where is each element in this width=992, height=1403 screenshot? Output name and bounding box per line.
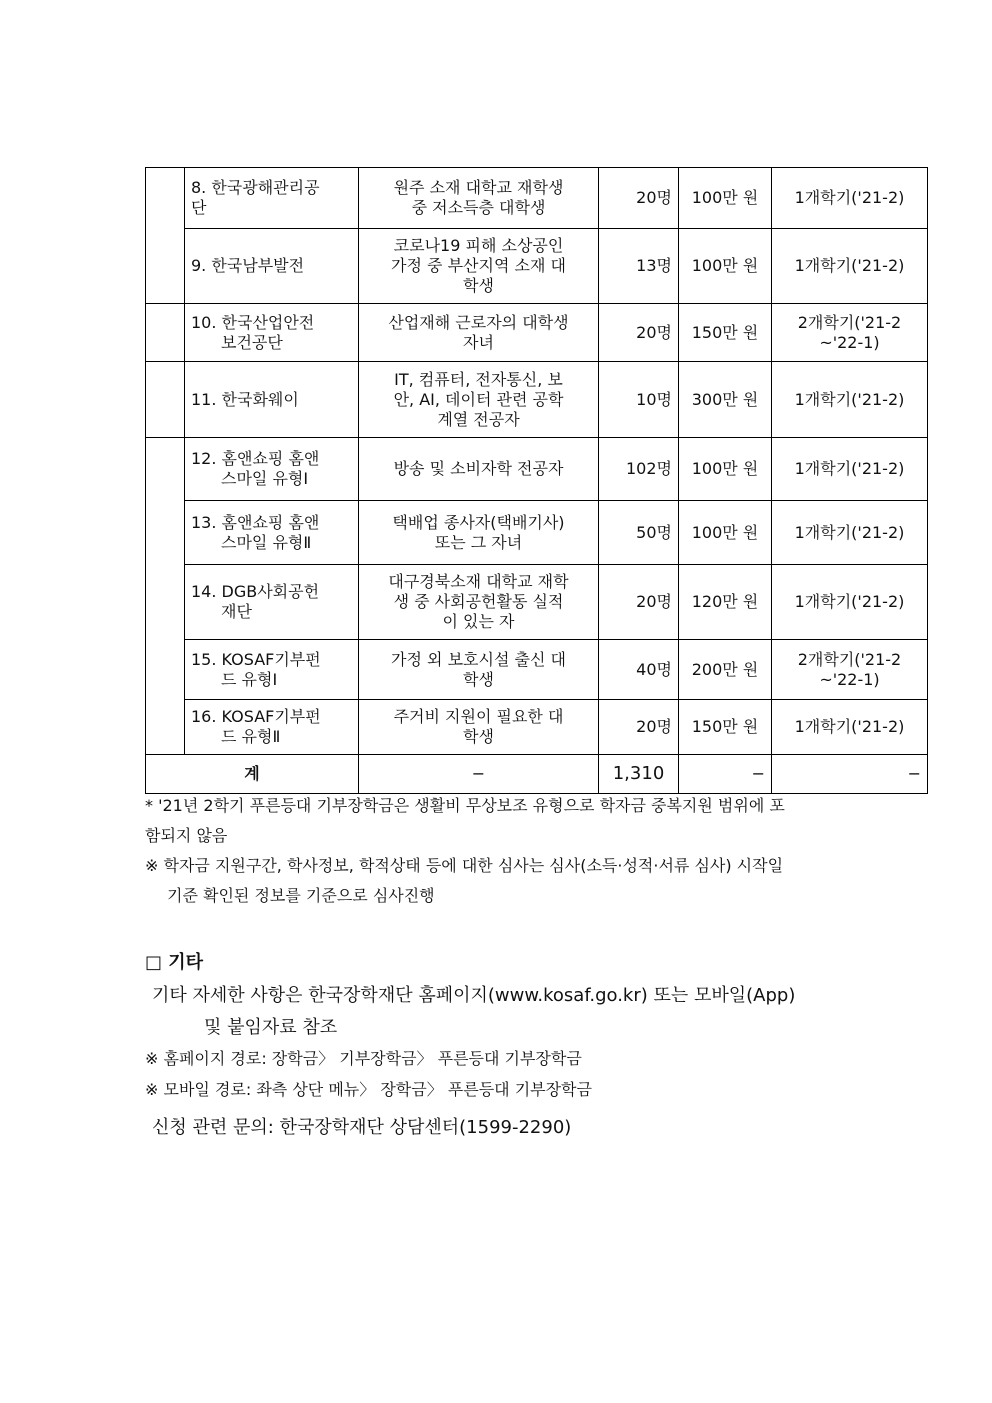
total-amount: − bbox=[679, 755, 772, 794]
table-row bbox=[146, 229, 928, 304]
note-star-line1: * '21년 2학기 푸른등대 기부장학금은 생활비 무상보조 유형으로 학자금 중복지원 범위에 포 bbox=[145, 796, 785, 815]
table-row bbox=[146, 565, 928, 640]
term-cell: 1개학기('21-2) bbox=[772, 168, 928, 229]
table-row bbox=[146, 640, 928, 700]
term-cell: 2개학기('21-2 ~'22-1) bbox=[772, 304, 928, 362]
path-mobile: ※ 모바일 경로: 좌측 상단 메뉴〉 장학금〉 푸른등대 기부장학금 bbox=[145, 1080, 592, 1099]
term-cell: 1개학기('21-2) bbox=[772, 565, 928, 640]
org-cell: 12. 홈앤쇼핑 홈앤 스마일 유형Ⅰ bbox=[185, 438, 359, 501]
condition-cell: 주거비 지원이 필요한 대 학생 bbox=[359, 700, 599, 755]
condition-cell: 산업재해 근로자의 대학생 자녀 bbox=[359, 304, 599, 362]
org-cell: 8. 한국광해관리공 단 bbox=[185, 168, 359, 229]
condition-cell: 원주 소재 대학교 재학생 중 저소득층 대학생 bbox=[359, 168, 599, 229]
scholarship-table bbox=[145, 167, 928, 794]
count-cell: 20명 bbox=[599, 565, 679, 640]
etc-line1: 기타 자세한 사항은 한국장학재단 홈페이지(www.kosaf.go.kr) 또는 모바일(App) bbox=[152, 985, 796, 1006]
term-cell: 1개학기('21-2) bbox=[772, 501, 928, 565]
amount-cell: 300만 원 bbox=[679, 362, 772, 438]
amount-cell: 150만 원 bbox=[679, 700, 772, 755]
total-condition: − bbox=[359, 755, 599, 794]
org-cell: 16. KOSAF기부펀 드 유형Ⅱ bbox=[185, 700, 359, 755]
group-cell bbox=[146, 168, 185, 304]
table-row bbox=[146, 362, 928, 438]
table-row bbox=[146, 168, 928, 229]
count-cell: 13명 bbox=[599, 229, 679, 304]
term-cell: 1개학기('21-2) bbox=[772, 438, 928, 501]
count-cell: 50명 bbox=[599, 501, 679, 565]
amount-cell: 120만 원 bbox=[679, 565, 772, 640]
etc-heading: □ 기타 bbox=[145, 952, 204, 973]
note-star-line2: 함되지 않음 bbox=[145, 826, 228, 845]
count-cell: 20명 bbox=[599, 700, 679, 755]
org-cell: 15. KOSAF기부펀 드 유형Ⅰ bbox=[185, 640, 359, 700]
count-cell: 102명 bbox=[599, 438, 679, 501]
org-cell: 10. 한국산업안전 보건공단 bbox=[185, 304, 359, 362]
org-cell: 9. 한국남부발전 bbox=[185, 229, 359, 304]
count-cell: 40명 bbox=[599, 640, 679, 700]
condition-cell: 방송 및 소비자학 전공자 bbox=[359, 438, 599, 501]
condition-cell: 택배업 종사자(택배기사) 또는 그 자녀 bbox=[359, 501, 599, 565]
condition-cell: 코로나19 피해 소상공인 가정 중 부산지역 소재 대 학생 bbox=[359, 229, 599, 304]
amount-cell: 100만 원 bbox=[679, 168, 772, 229]
condition-cell: 대구경북소재 대학교 재학 생 중 사회공헌활동 실적 이 있는 자 bbox=[359, 565, 599, 640]
amount-cell: 100만 원 bbox=[679, 438, 772, 501]
path-homepage: ※ 홈페이지 경로: 장학금〉 기부장학금〉 푸른등대 기부장학금 bbox=[145, 1049, 582, 1068]
table-row bbox=[146, 700, 928, 755]
amount-cell: 100만 원 bbox=[679, 501, 772, 565]
etc-line2: 및 붙임자료 참조 bbox=[204, 1017, 338, 1038]
amount-cell: 150만 원 bbox=[679, 304, 772, 362]
org-cell: 13. 홈앤쇼핑 홈앤 스마일 유형Ⅱ bbox=[185, 501, 359, 565]
note-ref-line1: ※ 학자금 지원구간, 학사정보, 학적상태 등에 대한 심사는 심사(소득·성적·서류 심사) 시작일 bbox=[145, 856, 784, 875]
count-cell: 10명 bbox=[599, 362, 679, 438]
table-row bbox=[146, 501, 928, 565]
note-ref-line2: 기준 확인된 정보를 기준으로 심사진행 bbox=[167, 886, 435, 905]
contact-line: 신청 관련 문의: 한국장학재단 상담센터(1599-2290) bbox=[152, 1117, 572, 1138]
table-row bbox=[146, 304, 928, 362]
total-row bbox=[146, 755, 928, 794]
condition-cell: 가정 외 보호시설 출신 대 학생 bbox=[359, 640, 599, 700]
count-cell: 20명 bbox=[599, 168, 679, 229]
condition-cell: IT, 컴퓨터, 전자통신, 보 안, AI, 데이터 관련 공학 계열 전공자 bbox=[359, 362, 599, 438]
term-cell: 1개학기('21-2) bbox=[772, 362, 928, 438]
amount-cell: 200만 원 bbox=[679, 640, 772, 700]
group-cell bbox=[146, 304, 185, 362]
group-cell bbox=[146, 438, 185, 755]
table-row bbox=[146, 438, 928, 501]
total-label: 계 bbox=[146, 755, 359, 794]
amount-cell: 100만 원 bbox=[679, 229, 772, 304]
total-term: − bbox=[772, 755, 928, 794]
org-cell: 14. DGB사회공헌 재단 bbox=[185, 565, 359, 640]
org-cell: 11. 한국화웨이 bbox=[185, 362, 359, 438]
term-cell: 1개학기('21-2) bbox=[772, 700, 928, 755]
total-count: 1,310 bbox=[599, 755, 679, 794]
group-cell bbox=[146, 362, 185, 438]
term-cell: 1개학기('21-2) bbox=[772, 229, 928, 304]
term-cell: 2개학기('21-2 ~'22-1) bbox=[772, 640, 928, 700]
count-cell: 20명 bbox=[599, 304, 679, 362]
